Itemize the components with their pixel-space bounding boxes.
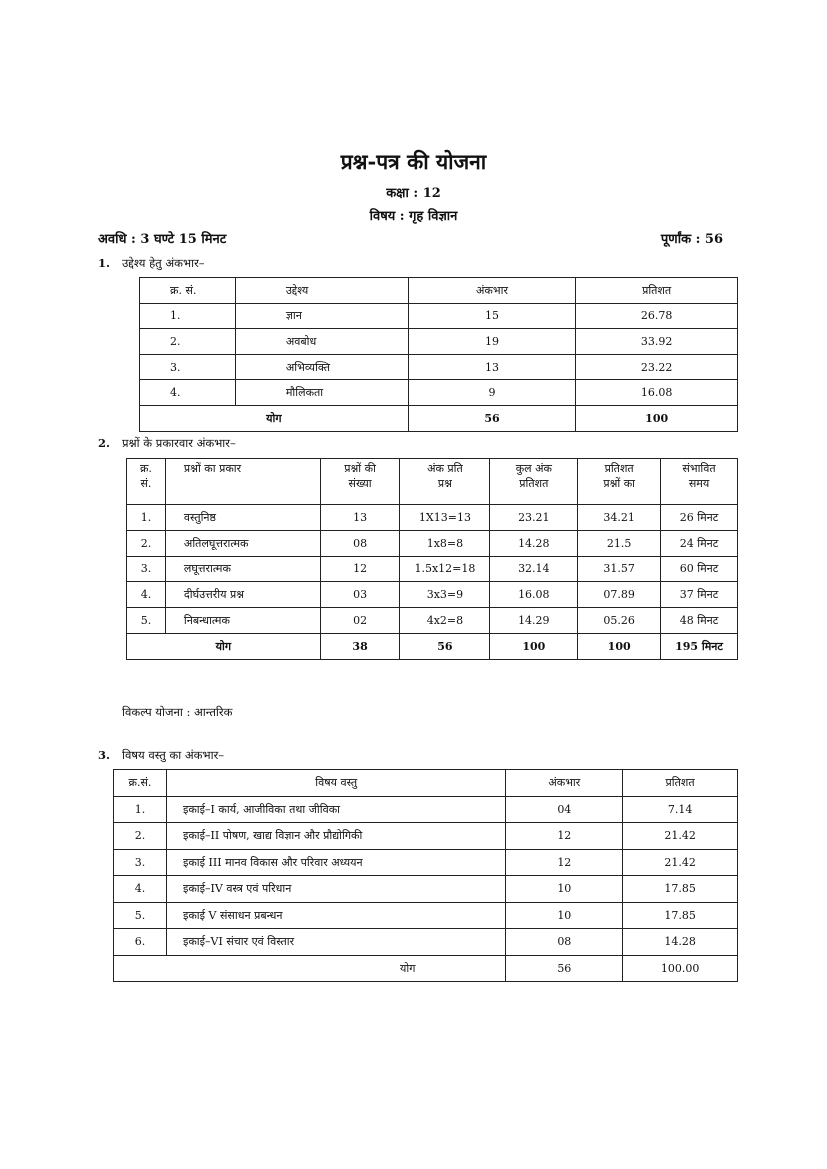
option-plan-line: विकल्प योजना : आन्तरिक (122, 705, 233, 719)
section2-heading-text: प्रश्नों के प्रकारवार अंकभार– (122, 436, 236, 450)
table-row (114, 823, 738, 850)
section1-heading-text: उद्देश्य हेतु अंकभार– (122, 256, 205, 270)
cell-time: 60 मिनट (661, 556, 738, 582)
column-header: क्र. सं. (140, 278, 236, 304)
cell-count: 12 (320, 556, 400, 582)
content-weightage-table (113, 769, 738, 982)
table-row (114, 929, 738, 956)
table-row (127, 608, 738, 634)
cell-sn: 2. (127, 530, 166, 556)
cell-percent: 21.42 (623, 849, 738, 876)
section1-heading (98, 256, 205, 271)
cell-percent: 17.85 (623, 902, 738, 929)
table-row (127, 556, 738, 582)
cell-sn: 3. (114, 849, 167, 876)
cell-sn: 2. (140, 329, 236, 355)
cell-marks: 1.5x12=18 (400, 556, 490, 582)
cell-marks: 3x3=9 (400, 582, 490, 608)
cell-sn: 3. (140, 354, 236, 380)
cell-sn: 1. (127, 505, 166, 531)
table-row (140, 354, 738, 380)
cell-sn: 3. (127, 556, 166, 582)
cell-time: 24 मिनट (661, 530, 738, 556)
cell-q-pct: 34.21 (578, 505, 661, 531)
cell-total-pct: 14.29 (490, 608, 578, 634)
cell-time: 48 मिनट (661, 608, 738, 634)
cell-content: इकाई–I कार्य, आजीविका तथा जीविका (166, 796, 505, 823)
column-header: प्रतिशत (623, 770, 738, 797)
table-row (127, 530, 738, 556)
cell-percent: 14.28 (623, 929, 738, 956)
cell-total-pct: 32.14 (490, 556, 578, 582)
total-marks: 56 (506, 955, 623, 982)
column-header: संभावित समय (661, 459, 738, 505)
cell-marks: 12 (506, 823, 623, 850)
cell-marks: 15 (408, 303, 576, 329)
cell-marks: 12 (506, 849, 623, 876)
table-row (114, 876, 738, 903)
cell-objective: अभिव्यक्ति (235, 354, 408, 380)
cell-sn: 5. (114, 902, 167, 929)
column-header: क्र.सं. (114, 770, 167, 797)
table-row (140, 303, 738, 329)
cell-content: इकाई V संसाधन प्रबन्धन (166, 902, 505, 929)
cell-sn: 1. (140, 303, 236, 329)
cell-type: लघूत्तरात्मक (165, 556, 320, 582)
cell-type: वस्तुनिष्ठ (165, 505, 320, 531)
column-header: प्रश्नों का प्रकार (165, 459, 320, 505)
cell-objective: अवबोध (235, 329, 408, 355)
cell-content: इकाई–IV वस्त्र एवं परिधान (166, 876, 505, 903)
cell-count: 02 (320, 608, 400, 634)
cell-marks: 10 (506, 902, 623, 929)
total-row (114, 955, 738, 982)
cell-count: 03 (320, 582, 400, 608)
total-row (127, 633, 738, 659)
section2-number: 2. (98, 436, 111, 450)
cell-marks: 1X13=13 (400, 505, 490, 531)
total-marks: 56 (408, 405, 576, 431)
cell-sn: 4. (127, 582, 166, 608)
cell-marks: 4x2=8 (400, 608, 490, 634)
cell-content: इकाई III मानव विकास और परिवार अध्ययन (166, 849, 505, 876)
question-type-table (126, 458, 738, 660)
cell-sn: 1. (114, 796, 167, 823)
cell-objective: मौलिकता (235, 380, 408, 406)
section1-number: 1. (98, 256, 111, 270)
total-total-pct: 100 (490, 633, 578, 659)
column-header: कुल अंक प्रतिशत (490, 459, 578, 505)
cell-q-pct: 05.26 (578, 608, 661, 634)
table-header-row (114, 770, 738, 797)
table-row (114, 902, 738, 929)
cell-percent: 26.78 (576, 303, 738, 329)
objective-weightage-table (139, 277, 738, 432)
cell-count: 13 (320, 505, 400, 531)
total-label: योग (114, 955, 506, 982)
cell-percent: 17.85 (623, 876, 738, 903)
column-header: प्रतिशत प्रश्नों का (578, 459, 661, 505)
cell-type: दीर्घउत्तरीय प्रश्न (165, 582, 320, 608)
section3-heading-text: विषय वस्तु का अंकभार– (122, 748, 225, 762)
total-percent: 100.00 (623, 955, 738, 982)
column-header: विषय वस्तु (166, 770, 505, 797)
cell-marks: 08 (506, 929, 623, 956)
section2-heading (98, 436, 236, 451)
cell-time: 26 मिनट (661, 505, 738, 531)
column-header: प्रतिशत (576, 278, 738, 304)
cell-percent: 21.42 (623, 823, 738, 850)
page-title: प्रश्न-पत्र की योजना (340, 149, 487, 174)
cell-percent: 33.92 (576, 329, 738, 355)
cell-sn: 2. (114, 823, 167, 850)
column-header: प्रश्नों की संख्या (320, 459, 400, 505)
total-count: 38 (320, 633, 400, 659)
table-row (114, 849, 738, 876)
column-header: अंकभार (408, 278, 576, 304)
cell-sn: 4. (140, 380, 236, 406)
cell-sn: 4. (114, 876, 167, 903)
cell-sn: 6. (114, 929, 167, 956)
cell-count: 08 (320, 530, 400, 556)
cell-marks: 04 (506, 796, 623, 823)
cell-type: निबन्धात्मक (165, 608, 320, 634)
cell-percent: 16.08 (576, 380, 738, 406)
column-header: अंक प्रति प्रश्न (400, 459, 490, 505)
cell-total-pct: 14.28 (490, 530, 578, 556)
cell-type: अतिलघूत्तरात्मक (165, 530, 320, 556)
total-label: योग (140, 405, 409, 431)
subject-line: विषय : गृह विज्ञान (369, 209, 458, 224)
full-marks-label: पूर्णांक : 56 (660, 232, 723, 247)
duration-label: अवधि : 3 घण्टे 15 मिनट (98, 232, 227, 247)
table-row (140, 380, 738, 406)
cell-marks: 10 (506, 876, 623, 903)
cell-total-pct: 16.08 (490, 582, 578, 608)
cell-marks: 9 (408, 380, 576, 406)
table-row (114, 796, 738, 823)
total-q-pct: 100 (578, 633, 661, 659)
table-row (127, 582, 738, 608)
cell-q-pct: 07.89 (578, 582, 661, 608)
cell-marks: 1x8=8 (400, 530, 490, 556)
total-percent: 100 (576, 405, 738, 431)
total-time: 195 मिनट (661, 633, 738, 659)
total-row (140, 405, 738, 431)
cell-objective: ज्ञान (235, 303, 408, 329)
total-marks: 56 (400, 633, 490, 659)
section3-number: 3. (98, 748, 111, 762)
cell-q-pct: 31.57 (578, 556, 661, 582)
cell-total-pct: 23.21 (490, 505, 578, 531)
table-row (127, 505, 738, 531)
table-header-row (140, 278, 738, 304)
cell-percent: 7.14 (623, 796, 738, 823)
cell-percent: 23.22 (576, 354, 738, 380)
cell-marks: 13 (408, 354, 576, 380)
cell-time: 37 मिनट (661, 582, 738, 608)
column-header: क्र. सं. (127, 459, 166, 505)
table-header-row (127, 459, 738, 505)
column-header: उद्देश्य (235, 278, 408, 304)
cell-sn: 5. (127, 608, 166, 634)
total-label: योग (127, 633, 321, 659)
section3-heading (98, 748, 224, 763)
table-row (140, 329, 738, 355)
cell-q-pct: 21.5 (578, 530, 661, 556)
cell-content: इकाई–VI संचार एवं विस्तार (166, 929, 505, 956)
class-line: कक्षा : 12 (386, 186, 441, 201)
cell-content: इकाई–II पोषण, खाद्य विज्ञान और प्रौद्योगिकी (166, 823, 505, 850)
column-header: अंकभार (506, 770, 623, 797)
cell-marks: 19 (408, 329, 576, 355)
